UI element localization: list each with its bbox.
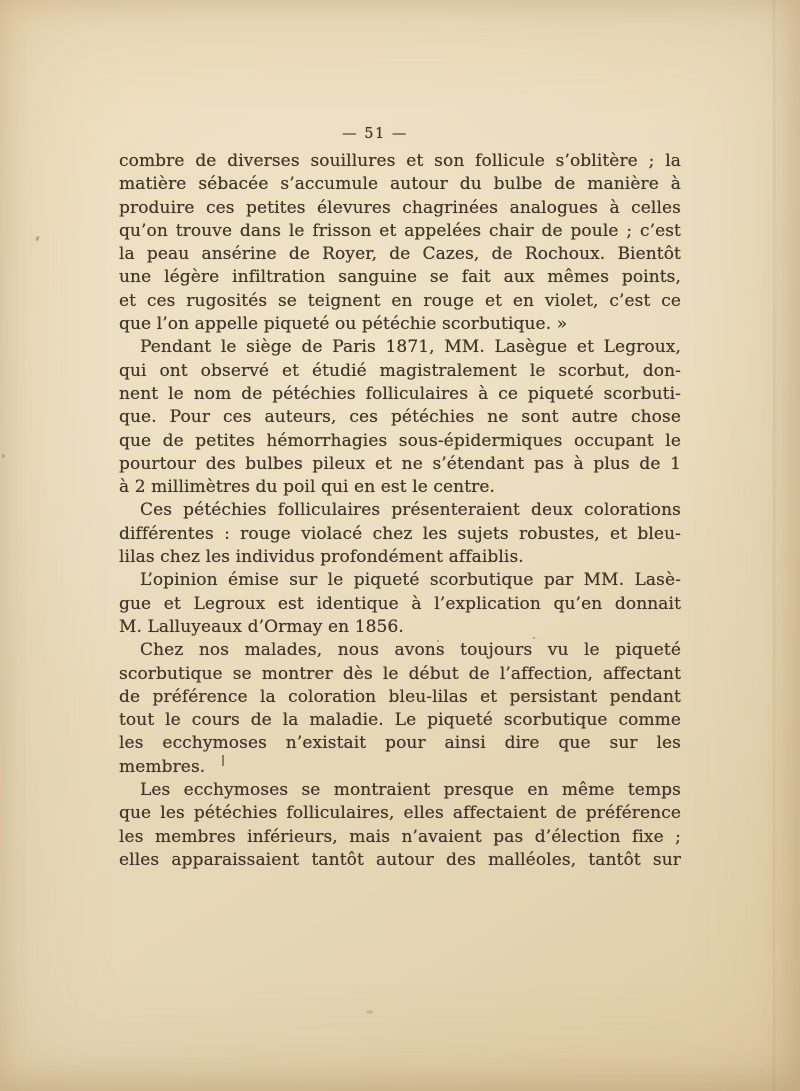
text-line: M. Lalluyeaux d’Ormay en 1856. bbox=[119, 616, 404, 637]
ink-speck bbox=[2, 454, 5, 458]
text-line: Les ecchymoses se montraient presque en même temps bbox=[140, 780, 681, 801]
text-line: Chez nos malades, nous avons toujours vu le piqueté bbox=[140, 640, 681, 661]
text-line: les ecchymoses n’existait pour ainsi dire que sur les bbox=[119, 733, 681, 754]
text-line: lilas chez les individus profondément affaiblis. bbox=[119, 547, 524, 568]
text-line: gue et Legroux est identique à l’explication qu’en donnait bbox=[119, 593, 681, 614]
text-line: et ces rugosités se teignent en rouge et en violet, c’est ce bbox=[119, 290, 681, 311]
text-line: que de petites hémorrhagies sous-épidermiques occupant le bbox=[119, 430, 681, 451]
text-line: que les pétéchies folliculaires, elles affectaient de préférence bbox=[119, 803, 681, 824]
text-line: de préférence la coloration bleu-lilas et persistant pendant bbox=[119, 686, 681, 707]
text-line: les membres inférieurs, mais n’avaient pas d’élection fixe ; bbox=[119, 826, 681, 847]
text-line: qui ont observé et étudié magistralement le scorbut, don- bbox=[119, 360, 681, 381]
ink-speck bbox=[366, 1010, 373, 1014]
text-line: tout le cours de la maladie. Le piqueté scorbutique comme bbox=[119, 710, 681, 731]
text-line: qu’on trouve dans le frisson et appelées chair de poule ; c’est bbox=[119, 220, 681, 241]
text-line: à 2 millimètres du poil qui en est le centre. bbox=[119, 477, 496, 498]
text-line: Pendant le siège de Paris 1871, MM. Lasègue et Legroux, bbox=[140, 337, 681, 358]
text-line: que l’on appelle piqueté ou pétéchie scorbutique. » bbox=[119, 314, 568, 335]
text-line: nent le nom de pétéchies folliculaires à ce piqueté scorbuti- bbox=[119, 383, 681, 404]
text-line: Ces pétéchies folliculaires présenteraient deux colorations bbox=[140, 500, 681, 521]
body-text bbox=[119, 150, 681, 872]
page-number: — 51 — bbox=[342, 126, 408, 142]
text-line: produire ces petites élevures chagrinées analogues à celles bbox=[119, 197, 681, 218]
text-line: combre de diverses souillures et son follicule s’oblitère ; la bbox=[119, 151, 681, 171]
text-line: scorbutique se montrer dès le début de l’affection, affectant bbox=[119, 663, 681, 684]
text-line: une légère infiltration sanguine se fait aux mêmes points, bbox=[119, 267, 681, 288]
ink-speck bbox=[35, 236, 40, 242]
text-line: différentes : rouge violacé chez les sujets robustes, et bleu- bbox=[119, 523, 681, 544]
text-line: la peau ansérine de Royer, de Cazes, de Rochoux. Bientôt bbox=[119, 244, 681, 265]
text-line: elles apparaissaient tantôt autour des malléoles, tantôt sur bbox=[119, 849, 681, 870]
text-line: que. Pour ces auteurs, ces pétéchies ne sont autre chose bbox=[119, 407, 681, 428]
text-line: pourtour des bulbes pileux et ne s’étendant pas à plus de 1 bbox=[119, 453, 681, 474]
paper-crease bbox=[772, 0, 776, 1091]
text-line: matière sébacée s’accumule autour du bulbe de manière à bbox=[119, 174, 681, 195]
text-line: membres. bbox=[119, 756, 206, 777]
text-line: L’opinion émise sur le piqueté scorbutique par MM. Lasè- bbox=[140, 570, 681, 591]
